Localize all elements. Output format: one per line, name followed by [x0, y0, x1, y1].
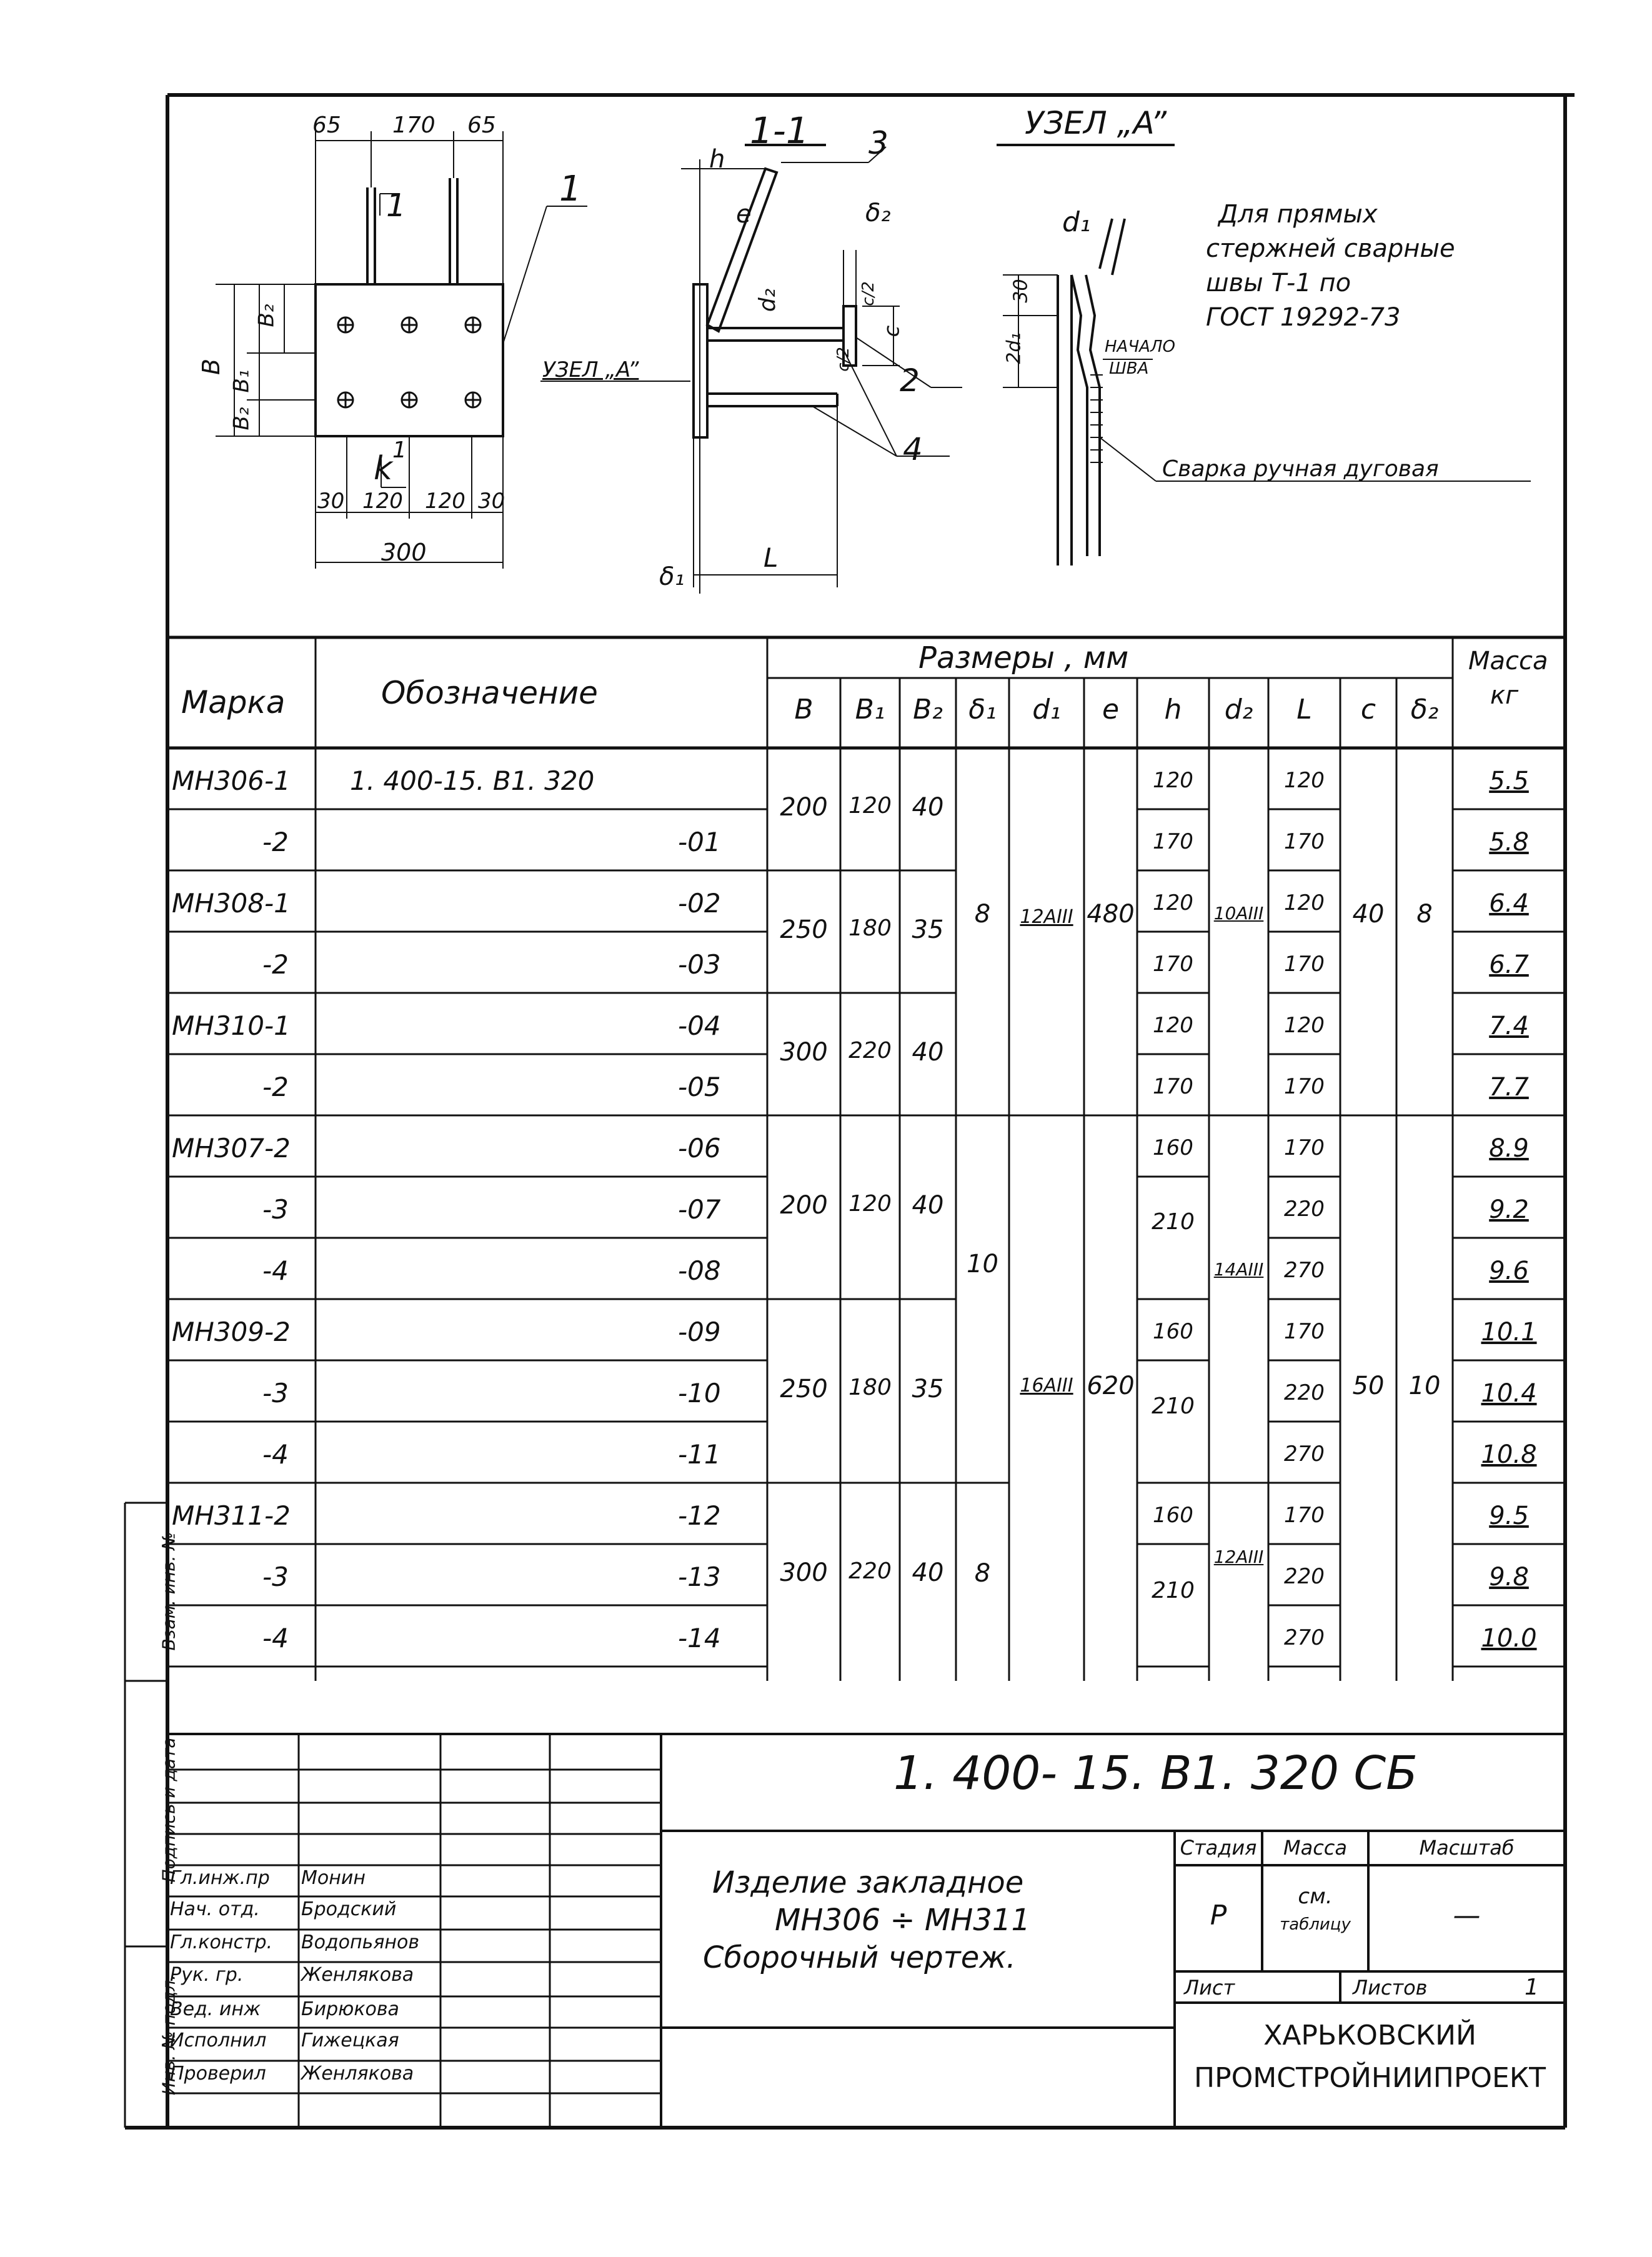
cell-group-b2: 40 [912, 1558, 944, 1587]
cell-oboznachenie: -07 [678, 1194, 721, 1225]
sidebar-vzam-label: Взам. инв. № [158, 1532, 179, 1651]
cell-massa: 9.8 [1489, 1563, 1529, 1592]
sidebar-sign-label: Подпись и дата [158, 1737, 179, 1883]
cell-h: 170 [1153, 952, 1193, 977]
massa-label: Масса [1283, 1836, 1347, 1860]
merged-h-210-c: 210 [1152, 1578, 1195, 1603]
cell-oboznachenie: -04 [678, 1010, 721, 1041]
section-mark-top: 1 [386, 187, 406, 224]
list-label: Лист [1184, 1976, 1235, 2000]
node-note-line-4: ГОСТ 19292-73 [1206, 303, 1401, 332]
cell-h: 170 [1153, 1074, 1193, 1099]
dim-top-right: 65 [467, 112, 496, 138]
dim-bottom-120b: 120 [425, 489, 465, 514]
cell-group-b2: 40 [912, 1038, 944, 1067]
dim-header-4: d₁ [1032, 694, 1061, 725]
stamp-role: Гл.инж.пр [170, 1867, 270, 1889]
node-welding-note: Сварка ручная дуговая [1162, 456, 1439, 482]
section-label-h: h [709, 145, 725, 174]
stamp-name: Женлякова [301, 2063, 414, 2085]
cell-group-b1: 180 [848, 1375, 892, 1400]
cell-marka: МН308-1 [172, 888, 291, 919]
cell-massa: 8.9 [1489, 1134, 1529, 1163]
dim-header-3: δ₁ [968, 694, 997, 725]
merged-c-b: 50 [1352, 1372, 1385, 1400]
cell-oboznachenie: -14 [678, 1623, 721, 1653]
cell-h: 170 [1153, 829, 1193, 854]
merged-delta1-c: 8 [974, 1559, 991, 1588]
merged-delta2-b: 10 [1408, 1372, 1441, 1400]
cell-oboznachenie: 1. 400-15. B1. 320 [350, 765, 595, 796]
cell-L: 120 [1284, 890, 1325, 915]
header-marka: Марка [181, 684, 286, 720]
cell-h: 120 [1153, 890, 1193, 915]
dim-header-1: B₁ [855, 694, 885, 725]
node-label-2d1: 2d₁ [1003, 332, 1025, 364]
dim-header-7: d₂ [1224, 694, 1253, 725]
stamp-role: Вед. инж [170, 1998, 261, 2020]
cell-oboznachenie: -12 [678, 1500, 721, 1531]
cell-group-b2: 40 [912, 1191, 944, 1220]
section-label-c: c [879, 325, 905, 337]
section-title: 1-1 [750, 109, 809, 152]
header-razmery: Размеры , мм [918, 640, 1129, 675]
stamp-name: Бирюкова [301, 1998, 399, 2020]
node-label-30: 30 [1010, 279, 1032, 303]
merged-d1-a: 12AІІІ [1020, 906, 1073, 928]
cell-massa: 7.7 [1489, 1073, 1529, 1102]
title-line-2: МН306 ÷ МН311 [775, 1903, 1030, 1938]
masshtab-value: — [1453, 1900, 1481, 1931]
cell-h: 160 [1153, 1135, 1193, 1160]
stamp-name: Женлякова [301, 1964, 414, 1986]
dim-bottom-30b: 30 [478, 489, 505, 514]
cell-oboznachenie: -01 [678, 827, 721, 857]
stamp-name: Монин [301, 1867, 366, 1889]
cell-oboznachenie: -03 [678, 949, 721, 980]
dim-header-2: B₂ [913, 694, 943, 725]
cell-massa: 5.8 [1489, 828, 1529, 857]
cell-massa: 9.2 [1489, 1195, 1529, 1224]
node-note-line-2: стержней сварные [1206, 234, 1455, 263]
cell-L: 270 [1284, 1442, 1325, 1467]
cell-oboznachenie: -05 [678, 1072, 721, 1102]
cell-oboznachenie: -13 [678, 1562, 721, 1592]
leader-1-label: 1 [559, 169, 582, 209]
listov-label: Листов [1353, 1976, 1428, 2000]
cell-marka: -2 [262, 827, 289, 857]
section-label-c2-bottom: c/2 [833, 347, 853, 372]
cell-group-b: 200 [780, 1191, 828, 1220]
merged-d1-b: 16AІІІ [1020, 1375, 1073, 1397]
merged-h-210-b: 210 [1152, 1393, 1195, 1419]
cell-group-b2: 35 [912, 915, 944, 944]
cell-group-b: 250 [780, 915, 828, 944]
dim-top-middle: 170 [392, 112, 435, 138]
node-title: УЗЕЛ „A” [1025, 105, 1167, 141]
cell-L: 220 [1284, 1564, 1325, 1589]
cell-marka: МН306-1 [172, 765, 291, 796]
cell-L: 220 [1284, 1380, 1325, 1405]
section-label-delta2: δ₂ [865, 199, 891, 227]
cell-oboznachenie: -08 [678, 1255, 721, 1286]
dim-header-8: L [1296, 694, 1312, 725]
node-note-line-1: Для прямых [1218, 200, 1378, 229]
header-kg: кг [1490, 681, 1519, 710]
cell-L: 170 [1284, 1135, 1325, 1160]
node-a-reference: УЗЕЛ „A” [542, 357, 639, 382]
merged-delta1-b: 10 [967, 1250, 998, 1278]
section-label-e: e [736, 200, 752, 229]
cell-massa: 10.1 [1481, 1318, 1537, 1347]
merged-delta1-a: 8 [974, 900, 991, 929]
cell-massa: 7.4 [1489, 1012, 1529, 1040]
section-label-d2: d₂ [755, 288, 781, 312]
cell-h: 120 [1153, 1013, 1193, 1038]
cell-massa: 10.8 [1481, 1440, 1537, 1469]
merged-d2-a: 10AІІІ [1213, 903, 1264, 924]
massa-value-1: см. [1298, 1884, 1333, 1909]
cell-oboznachenie: -10 [678, 1378, 721, 1408]
section-label-2: 2 [900, 362, 920, 399]
header-massa: Масса [1468, 647, 1548, 675]
cell-massa: 6.7 [1489, 950, 1529, 979]
cell-oboznachenie: -09 [678, 1317, 721, 1347]
section-label-delta1: δ₁ [659, 562, 685, 591]
cell-oboznachenie: -11 [678, 1439, 721, 1470]
stamp-name: Бродский [301, 1898, 397, 1920]
dim-header-6: h [1164, 694, 1182, 725]
cell-marka: МН311-2 [172, 1500, 291, 1531]
cell-marka: -4 [262, 1439, 289, 1470]
node-label-d1: d₁ [1062, 206, 1091, 238]
cell-group-b2: 40 [912, 793, 944, 822]
cell-massa: 5.5 [1489, 767, 1529, 795]
dim-left-b: B [197, 358, 226, 376]
section-label-4: 4 [903, 431, 923, 467]
dim-top-left: 65 [312, 112, 341, 138]
merged-h-210-a: 210 [1152, 1209, 1195, 1235]
merged-c-a: 40 [1352, 900, 1385, 929]
merged-d2-c: 12AІІІ [1213, 1547, 1264, 1567]
section-mark-bottom: 1 [392, 437, 407, 463]
masshtab-label: Масштаб [1419, 1836, 1515, 1860]
stamp-name: Гижецкая [301, 2030, 399, 2051]
node-start-weld-2: ШВА [1109, 359, 1149, 378]
cell-marka: -3 [262, 1562, 289, 1592]
dim-left-b2-bottom: B₂ [229, 407, 254, 431]
node-start-weld: НАЧАЛО [1105, 337, 1175, 356]
cell-L: 220 [1284, 1197, 1325, 1222]
cell-massa: 10.4 [1481, 1379, 1537, 1408]
stadia-label: Стадия [1180, 1836, 1257, 1860]
cell-group-b: 300 [780, 1038, 828, 1067]
dim-left-b2-top: B₂ [254, 304, 279, 327]
cell-L: 170 [1284, 1319, 1325, 1344]
cell-massa: 9.5 [1489, 1502, 1529, 1530]
cell-group-b1: 220 [848, 1558, 892, 1584]
cell-massa: 10.0 [1481, 1624, 1537, 1653]
merged-delta2-a: 8 [1416, 900, 1433, 929]
cell-marka: -3 [262, 1378, 289, 1408]
dim-left-b1: B₁ [229, 369, 254, 393]
cell-L: 170 [1284, 829, 1325, 854]
cell-group-b2: 35 [912, 1375, 944, 1403]
document-code: 1. 400- 15. B1. 320 СБ [893, 1746, 1418, 1800]
dim-header-0: B [794, 694, 814, 725]
dim-bottom-120a: 120 [362, 489, 403, 514]
cell-group-b: 200 [780, 793, 828, 822]
stamp-role: Рук. гр. [170, 1964, 244, 1986]
node-note-line-3: швы Т-1 по [1206, 269, 1351, 297]
cell-marka: -3 [262, 1194, 289, 1225]
title-line-1: Изделие закладное [712, 1865, 1024, 1900]
cell-L: 120 [1284, 1013, 1325, 1038]
cell-L: 270 [1284, 1258, 1325, 1283]
cell-h: 160 [1153, 1503, 1193, 1528]
cell-marka: МН309-2 [172, 1317, 291, 1347]
stamp-role: Исполнил [170, 2030, 267, 2051]
cell-group-b: 300 [780, 1558, 828, 1587]
cell-L: 120 [1284, 768, 1325, 793]
cell-marka: -2 [262, 949, 289, 980]
title-line-3: Сборочный чертеж. [703, 1940, 1016, 1975]
merged-e-a: 480 [1087, 900, 1135, 929]
cell-h: 120 [1153, 768, 1193, 793]
cell-oboznachenie: -06 [678, 1133, 721, 1163]
organization-line-1: ХАРЬКОВСКИЙ [1263, 2020, 1476, 2051]
section-label-L: L [764, 542, 779, 573]
cell-group-b1: 120 [848, 1191, 892, 1217]
cell-group-b: 250 [780, 1375, 828, 1403]
massa-value-2: таблицу [1280, 1915, 1351, 1934]
header-oboznachenie: Обозначение [381, 675, 598, 711]
cell-L: 170 [1284, 1074, 1325, 1099]
organization-line-2: ПРОМСТРОЙНИИПРОЕКТ [1194, 2062, 1546, 2094]
cell-group-b1: 180 [848, 915, 892, 941]
cell-marka: -4 [262, 1255, 289, 1286]
listov-value: 1 [1525, 1975, 1539, 2000]
merged-e-b: 620 [1087, 1372, 1135, 1400]
sidebar-inv-label: Инв. № подл. [158, 1974, 179, 2096]
dim-header-5: e [1102, 694, 1120, 725]
dim-bottom-30a: 30 [317, 489, 345, 514]
section-label-3: 3 [868, 125, 888, 161]
stamp-name: Водопьянов [301, 1931, 420, 1953]
section-mark-k: k [374, 450, 393, 487]
cell-marka: -2 [262, 1072, 289, 1102]
cell-massa: 9.6 [1489, 1257, 1529, 1285]
cell-group-b1: 120 [848, 793, 892, 819]
cell-marka: МН310-1 [172, 1010, 291, 1041]
stamp-role: Нач. отд. [170, 1898, 260, 1920]
cell-h: 160 [1153, 1319, 1193, 1344]
stadia-value: P [1210, 1900, 1227, 1931]
cell-marka: -4 [262, 1623, 289, 1653]
stamp-role: Проверил [170, 2063, 266, 2085]
stamp-role: Гл.констр. [170, 1931, 273, 1953]
cell-L: 270 [1284, 1625, 1325, 1650]
cell-oboznachenie: -02 [678, 888, 721, 919]
section-label-c2-top: c/2 [858, 281, 878, 306]
cell-marka: МН307-2 [172, 1133, 291, 1163]
cell-massa: 6.4 [1489, 889, 1529, 918]
cell-L: 170 [1284, 1503, 1325, 1528]
dim-header-9: c [1360, 694, 1376, 725]
dim-header-10: δ₂ [1410, 694, 1439, 725]
dim-overall-300: 300 [381, 539, 427, 566]
cell-L: 170 [1284, 952, 1325, 977]
merged-d2-b: 14AІІІ [1213, 1259, 1264, 1280]
cell-group-b1: 220 [848, 1038, 892, 1064]
